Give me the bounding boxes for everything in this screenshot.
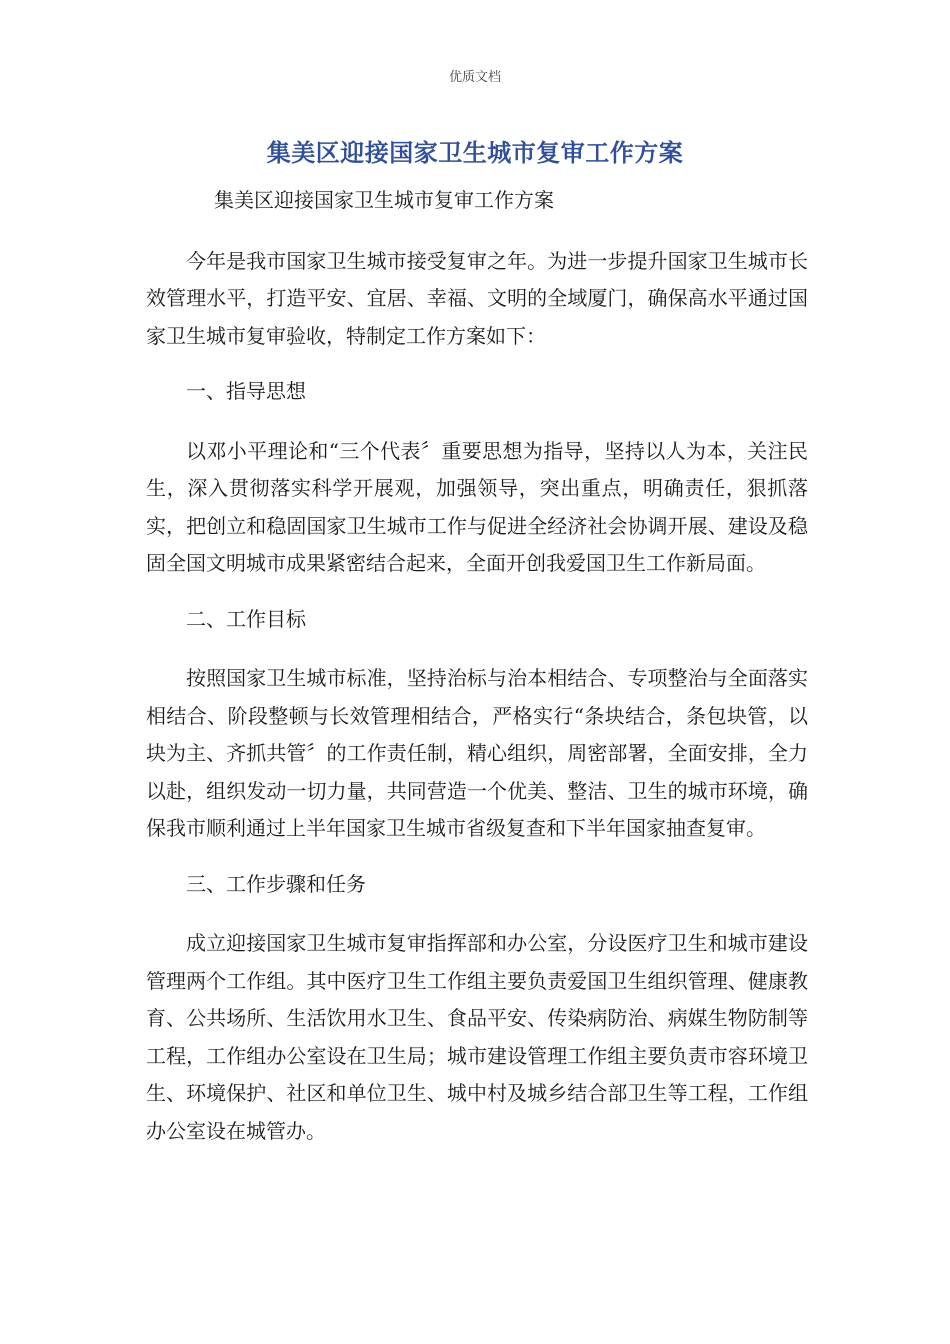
section-heading-guiding-ideology: 一、指导思想 [186,379,306,403]
page-header: 优质文档 [448,70,501,85]
intro-paragraph: 今年是我市国家卫生城市接受复审之年。为进一步提升国家卫生城市长效管理水平，打造平安、宜居、幸福、文明的全域厦门，确保高水平通过国家卫生城市复审验收，特制定工作方案如下： [146,248,808,348]
document-subtitle: 集美区迎接国家卫生城市复审工作方案 [214,188,554,212]
section-body-work-goals: 按照国家卫生城市标准，坚持治标与治本相结合、专项整治与全面落实相结合、阶段整顿与长效管理相结合，严格实行“条块结合，条包块管，以块为主、齐抓共管〞的工作责任制，精心组织，周密部署，全面安排，全力以赴，组织发动一切力量，共同营造一个优美、整洁、卫生的城市环境，确保我市顺利通过上半年国家卫生城市省级复查和下半年国家抽查复审。 [146,666,808,840]
section-body-guiding-ideology: 以邓小平理论和“三个代表〞重要思想为指导，坚持以人为本，关注民生，深入贯彻落实科学开展观，加强领导，突出重点，明确责任，狠抓落实，把创立和稳固国家卫生城市工作与促进全经济社会协调开展、建设及稳固全国文明城市成果紧密结合起来，全面开创我爱国卫生工作新局面。 [146,438,808,575]
document-title: 集美区迎接国家卫生城市复审工作方案 [266,139,684,167]
section-heading-work-steps: 三、工作步骤和任务 [186,871,366,896]
section-body-work-steps: 成立迎接国家卫生城市复审指挥部和办公室，分设医疗卫生和城市建设管理两个工作组。其中医疗卫生工作组主要负责爱国卫生组织管理、健康教育、公共场所、生活饮用水卫生、食品平安、传染病防治、病媒生物防制等工程，工作组办公室设在卫生局；城市建设管理工作组主要负责市容环境卫生、环境保护、社区和单位卫生、城中村及城乡结合部卫生等工程，工作组办公室设在城管办。 [146,931,808,1143]
section-heading-work-goals: 二、工作目标 [186,606,306,631]
document-body [146,182,808,1168]
